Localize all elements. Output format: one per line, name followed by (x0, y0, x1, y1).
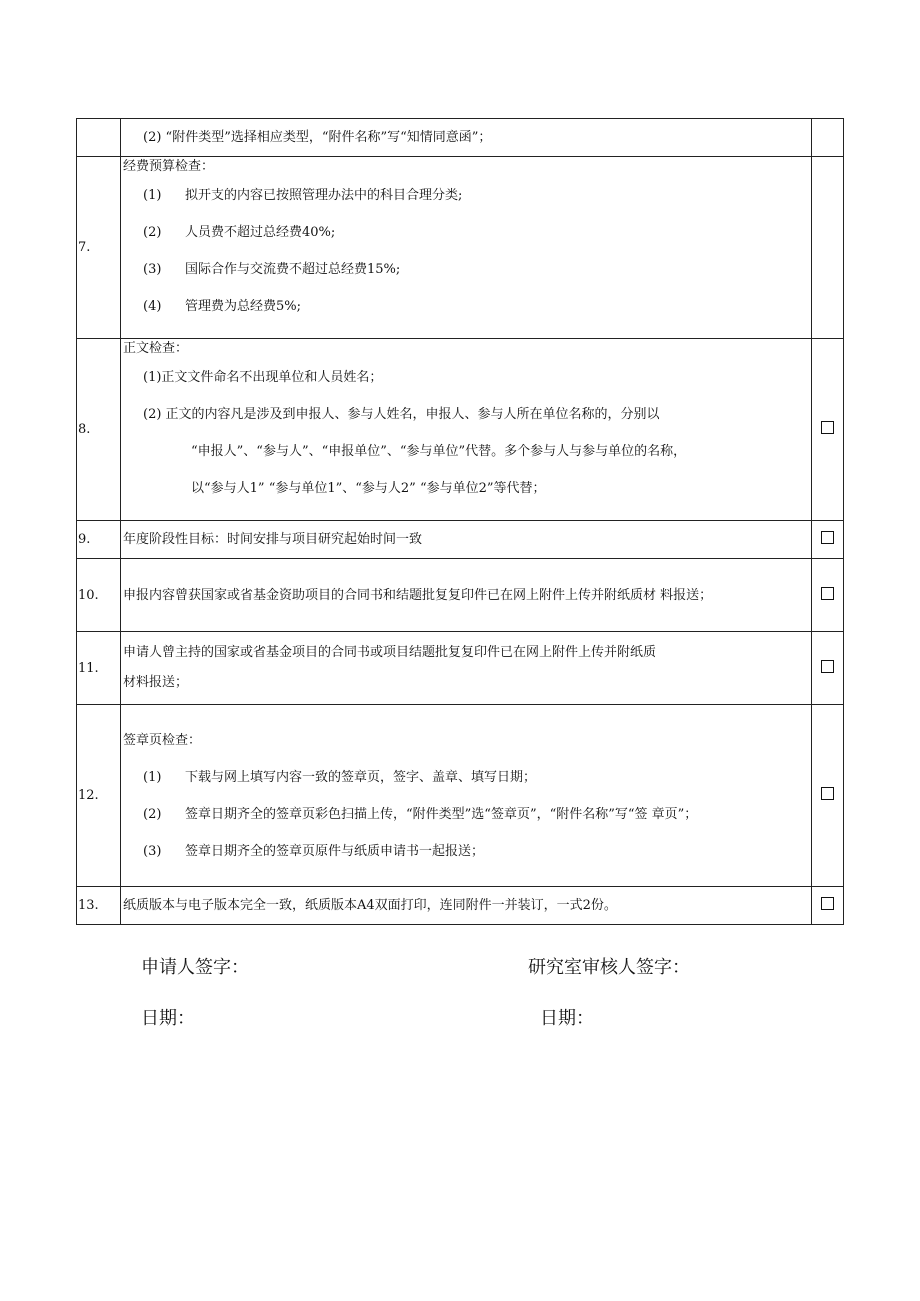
checkbox-cell (812, 119, 844, 157)
table-row (77, 339, 844, 521)
row-number: 7. (77, 157, 121, 339)
table-row (77, 559, 844, 632)
date-label-left: 日期： (141, 1008, 195, 1029)
table-row (77, 119, 844, 157)
list-item-continued: 以“参与人1” “参与单位1”、“参与人2” “参与单位2”等代替； (191, 481, 546, 496)
table-row (77, 632, 844, 705)
date-label-right: 日期： (540, 1008, 594, 1029)
checkbox-icon[interactable] (821, 897, 834, 910)
row-text: 年度阶段性目标：时间安排与项目研究起始时间一致 (123, 532, 423, 547)
table-row (77, 887, 844, 925)
section-title: 经费预算检查： (123, 159, 215, 174)
section-title: 正文检查： (123, 341, 189, 356)
row-number: 11. (77, 632, 121, 705)
list-item: (1) 拟开支的内容已按照管理办法中的科目合理分类; (143, 188, 463, 203)
checkbox-icon[interactable] (821, 421, 834, 434)
checkbox-icon[interactable] (821, 531, 834, 544)
list-item: (3) 签章日期齐全的签章页原件与纸质申请书一起报送； (143, 843, 485, 859)
row-number: 9. (77, 521, 121, 559)
table-row (77, 157, 844, 339)
list-item: (4) 管理费为总经费5%; (143, 299, 302, 314)
table-row (77, 521, 844, 559)
row-text: 申请人曾主持的国家或省基金项目的合同书或项目结题批复复印件已在网上附件上传并附纸质 (123, 645, 657, 660)
checkbox-icon[interactable] (821, 787, 834, 800)
row-number: 13. (77, 887, 121, 925)
list-item: (2) 正文的内容凡是涉及到申报人、参与人姓名，申报人、参与人所在单位名称的，分别以 (143, 407, 660, 422)
section-title: 签章页检查： (123, 732, 202, 748)
row-number (77, 119, 121, 157)
row-text: 纸质版本与电子版本完全一致，纸质版本A4双面打印，连同附件一并装订，一式2份。 (123, 898, 617, 913)
row-text: (2) “附件类型”选择相应类型，“附件名称”写“知情同意函”； (143, 130, 492, 145)
table-row (77, 705, 844, 887)
checkbox-icon[interactable] (821, 587, 834, 600)
row-number: 8. (77, 339, 121, 521)
row-text-continued: 材料报送； (123, 675, 189, 690)
list-item: (2) 人员费不超过总经费40%; (143, 225, 336, 240)
list-item: (1)正文文件命名不出现单位和人员姓名； (143, 370, 383, 385)
reviewer-signature-label: 研究室审核人签字： (528, 957, 690, 978)
checkbox-cell (812, 157, 844, 339)
list-item: (3) 国际合作与交流费不超过总经费15%; (143, 262, 401, 277)
row-number: 10. (77, 559, 121, 632)
list-item: (2) 签章日期齐全的签章页彩色扫描上传，“附件类型”选“签章页”，“附件名称”写“签 章页”； (143, 806, 698, 822)
checkbox-icon[interactable] (821, 660, 834, 673)
checklist-table (76, 118, 844, 925)
row-text: 申报内容曾获国家或省基金资助项目的合同书和结题批复复印件已在网上附件上传并附纸质材 料报送； (123, 587, 713, 603)
applicant-signature-label: 申请人签字： (141, 957, 249, 978)
list-item: (1) 下载与网上填写内容一致的签章页，签字、盖章、填写日期； (143, 769, 537, 785)
list-item-continued: “申报人”、“参与人”、“申报单位”、“参与单位”代替。多个参与人与参与单位的名称， (191, 444, 687, 459)
row-number: 12. (77, 705, 121, 887)
